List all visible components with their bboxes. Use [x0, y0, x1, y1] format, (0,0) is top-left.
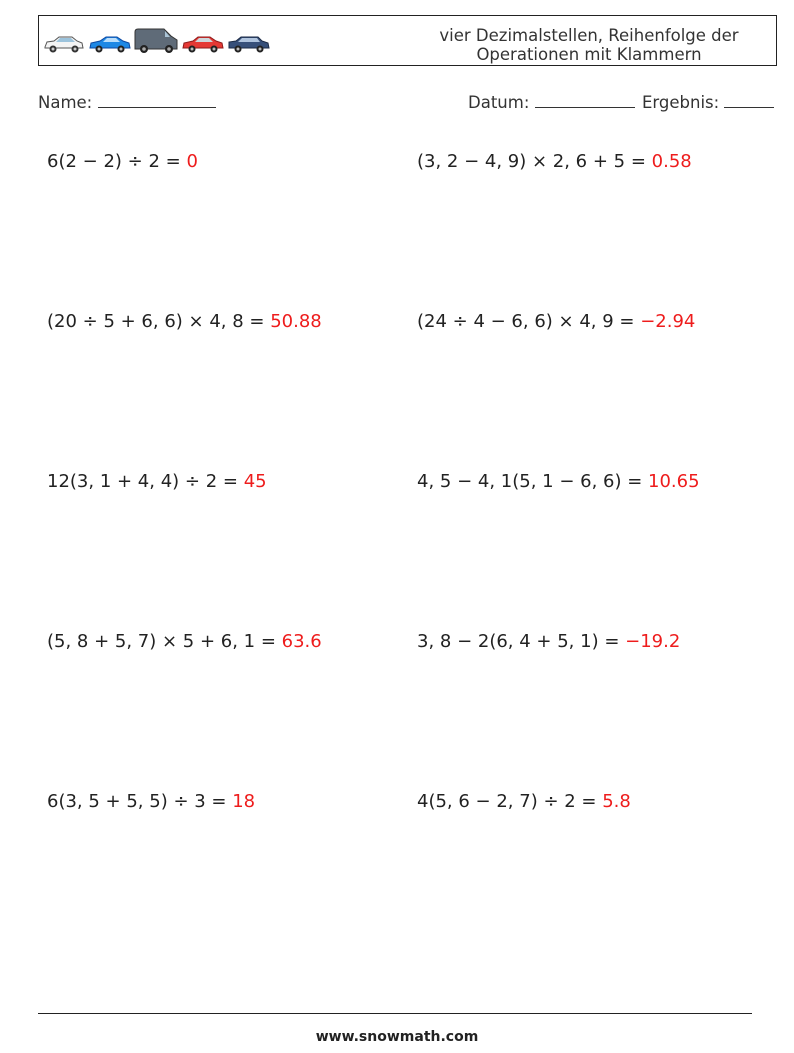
problem-2 [417, 151, 692, 172]
result-blank[interactable] [724, 93, 774, 108]
car-darkblue-icon [227, 34, 270, 54]
problem-answer: 0.58 [651, 151, 692, 172]
problem-answer: 10.65 [648, 471, 700, 492]
problem-answer: 45 [243, 471, 267, 492]
car-red-icon [181, 34, 224, 54]
problem-expression: (5, 8 + 5, 7) × 5 + 6, 1 = [47, 631, 276, 652]
car-blue-icon [88, 34, 131, 54]
problem-5 [47, 471, 267, 492]
result-field[interactable] [642, 93, 774, 112]
problem-10 [417, 791, 631, 812]
problem-1 [47, 151, 198, 172]
worksheet-title [439, 26, 739, 64]
title-line-2: Operationen mit Klammern [476, 45, 702, 64]
problem-answer: 63.6 [281, 631, 322, 652]
footer-divider [38, 1013, 752, 1014]
problem-expression: 3, 8 − 2(6, 4 + 5, 1) = [417, 631, 620, 652]
problem-answer: −2.94 [640, 311, 696, 332]
date-blank[interactable] [535, 93, 635, 108]
name-blank[interactable] [98, 93, 216, 108]
title-line-1: vier Dezimalstellen, Reihenfolge der [439, 26, 739, 45]
worksheet-header [38, 15, 777, 66]
problem-6 [417, 471, 700, 492]
problem-9 [47, 791, 255, 812]
problem-expression: 6(3, 5 + 5, 5) ÷ 3 = [47, 791, 227, 812]
car-white-icon [42, 34, 85, 54]
van-grey-icon [134, 28, 178, 54]
result-label: Ergebnis: [642, 93, 720, 112]
date-label: Datum: [468, 93, 530, 112]
problem-7 [47, 631, 322, 652]
car-icons [42, 28, 270, 54]
problem-3 [47, 311, 322, 332]
problem-answer: 18 [232, 791, 256, 812]
problem-expression: (3, 2 − 4, 9) × 2, 6 + 5 = [417, 151, 646, 172]
problem-answer: 50.88 [270, 311, 322, 332]
name-field[interactable] [38, 93, 216, 112]
name-label: Name: [38, 93, 93, 112]
problem-expression: (24 ÷ 4 − 6, 6) × 4, 9 = [417, 311, 635, 332]
problem-expression: 4, 5 − 4, 1(5, 1 − 6, 6) = [417, 471, 643, 492]
problem-expression: (20 ÷ 5 + 6, 6) × 4, 8 = [47, 311, 265, 332]
problem-answer: −19.2 [625, 631, 681, 652]
problem-8 [417, 631, 680, 652]
date-field[interactable] [468, 93, 635, 112]
problem-expression: 12(3, 1 + 4, 4) ÷ 2 = [47, 471, 238, 492]
problem-expression: 6(2 − 2) ÷ 2 = [47, 151, 181, 172]
problem-answer: 5.8 [602, 791, 631, 812]
problem-4 [417, 311, 695, 332]
footer-url[interactable]: www.snowmath.com [315, 1029, 479, 1045]
problem-expression: 4(5, 6 − 2, 7) ÷ 2 = [417, 791, 597, 812]
problem-answer: 0 [186, 151, 198, 172]
